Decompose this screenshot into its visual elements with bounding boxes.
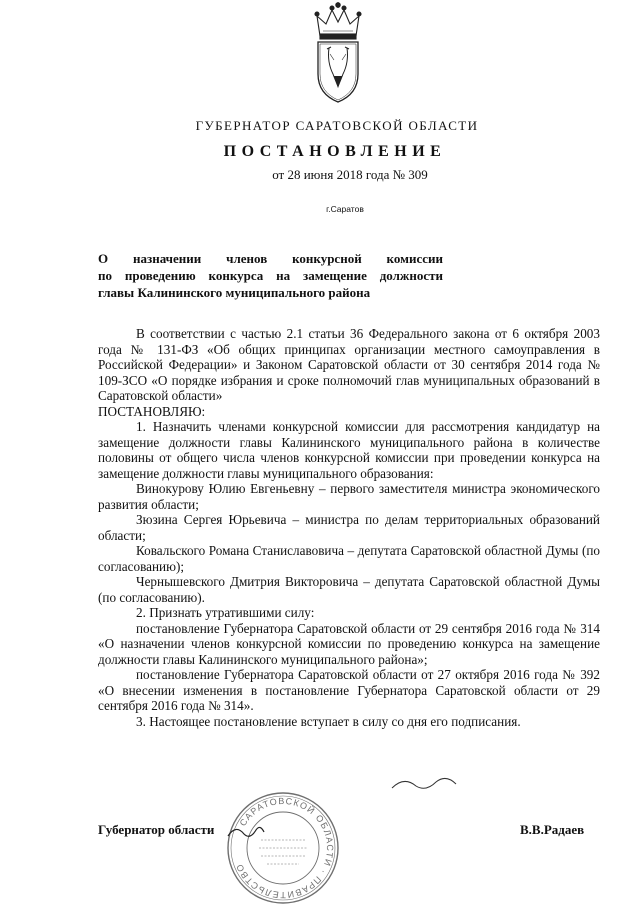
commission-member-1: Винокурову Юлию Евгеньевну – первого заместителя министра экономического развития области; — [98, 481, 600, 512]
document-subject — [98, 250, 443, 301]
repealed-act-2: постановление Губернатора Саратовской области от 27 октября 2016 года № 392 «О внесении изменения в постановление Губернатора Саратовской области от 29 сентября 2016 года № 314». — [98, 667, 600, 713]
subject-line-3: главы Калининского муниципального района — [98, 285, 371, 300]
repealed-act-1: постановление Губернатора Саратовской области от 29 сентября 2016 года № 314 «О назначении членов конкурсной комиссии по проведению конкурса на замещение должности главы Калининского муниципального района»; — [98, 620, 600, 667]
signer-name: В.В.Радаев — [520, 822, 585, 837]
commission-member-2: Зюзина Сергея Юрьевича – министра по делам территориальных образований области; — [98, 512, 600, 543]
subject-line-1: О назначении членов конкурсной комиссии — [98, 251, 443, 266]
document-place: г.Саратов — [326, 204, 364, 214]
preamble-paragraph: В соответствии с частью 2.1 статьи 36 Федерального закона от 6 октября 2003 года № 131-ФЗ «Об общих принципах организации местного самоуправления в Российской Федерации» и Законом Саратовской области от 30 сентября 2014 года № 109-ЗСО «О порядке избрания и сроке полномочий глав муниципальных образований в Саратовской области» — [98, 326, 600, 403]
decree-word: ПОСТАНОВЛЯЮ: — [98, 403, 206, 419]
commission-member-3: Ковальского Романа Станиславовича – депутата Саратовской областной Думы (по согласованию); — [98, 543, 600, 574]
handwritten-signature-mark — [226, 822, 266, 842]
document-body — [98, 326, 600, 729]
seal-outer-text: САРАТОВСКОЙ ОБЛАСТИ · ПРАВИТЕЛЬСТВО — [233, 795, 336, 901]
coat-of-arms-icon — [303, 2, 373, 104]
item-3-paragraph: 3. Настоящее постановление вступает в силу со дня его подписания. — [136, 713, 521, 729]
document-type-title: ПОСТАНОВЛЕНИЕ — [223, 143, 447, 160]
item-2-paragraph: 2. Признать утратившими силу: — [136, 605, 315, 620]
official-seal-stamp — [225, 790, 341, 906]
signer-position: Губернатор области — [98, 822, 215, 837]
subject-line-2: по проведению конкурса на замещение должности — [98, 268, 443, 283]
commission-member-4: Чернышевского Дмитрия Викторовича – депутата Саратовской областной Думы (по согласованию). — [98, 574, 600, 605]
handwritten-correction-mark — [390, 770, 470, 794]
item-1-paragraph: 1. Назначить членами конкурсной комиссии для рассмотрения кандидатур на замещение должности главы Калининского муниципального района в количестве половины от общего числа членов конкурсной комиссии при проведении конкурса на замещение должности главы муниципального образования: — [98, 419, 600, 481]
document-date-number: от 28 июня 2018 года № 309 — [272, 167, 428, 182]
issuing-authority: ГУБЕРНАТОР САРАТОВСКОЙ ОБЛАСТИ — [195, 118, 479, 133]
